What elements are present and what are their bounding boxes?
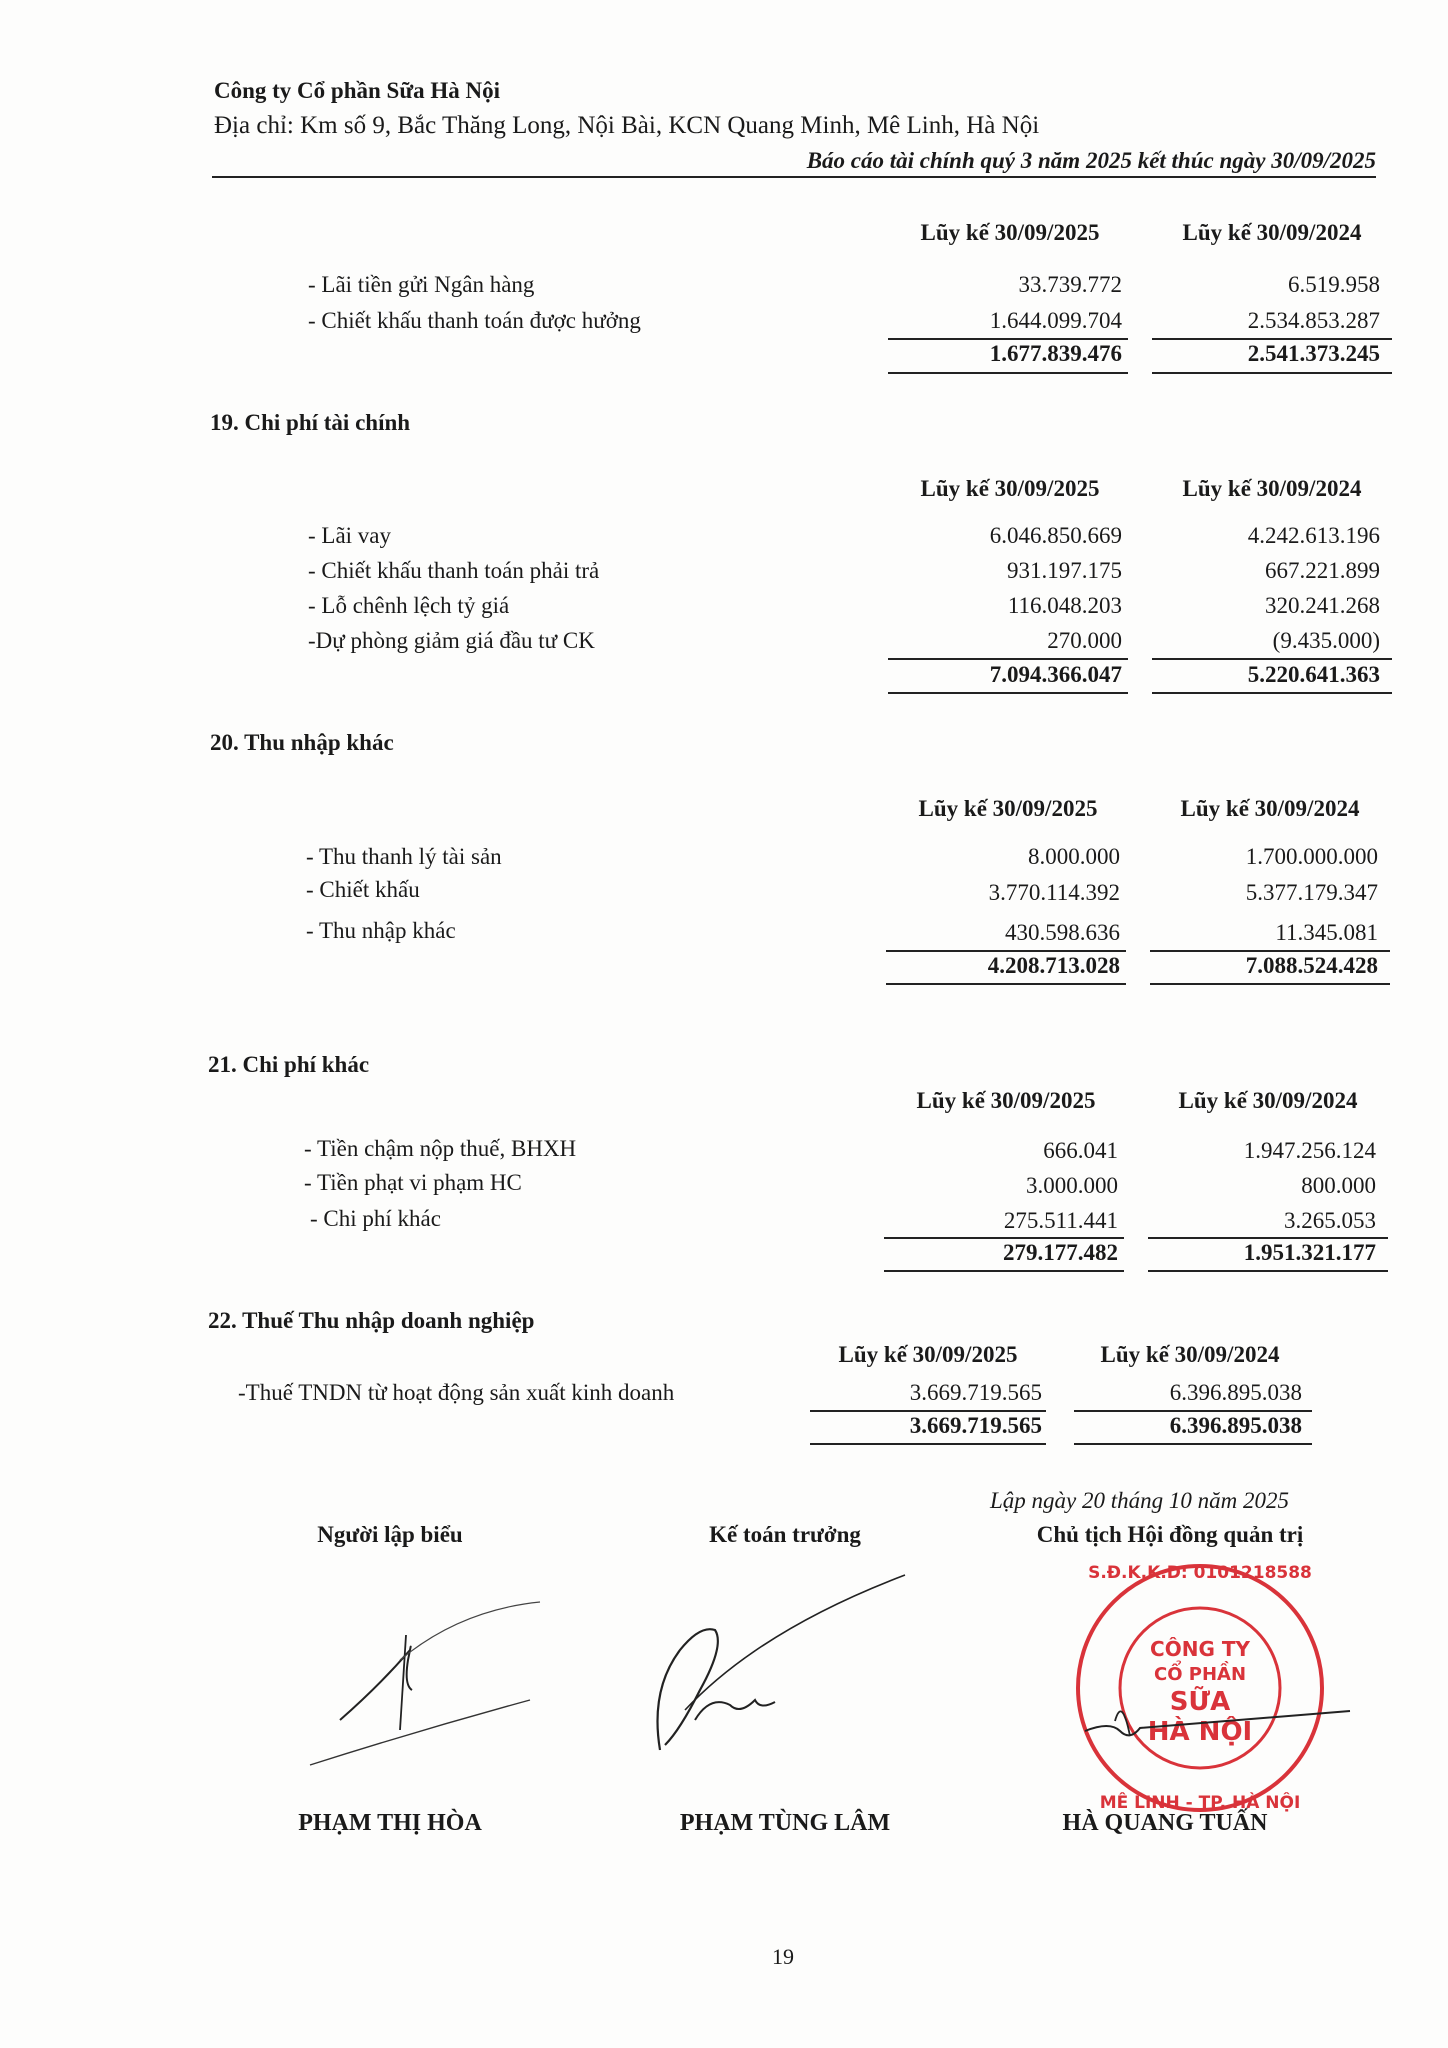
total-rule (884, 1270, 1124, 1272)
total-rule (888, 338, 1128, 340)
table-cell-2025: 3.000.000 (1026, 1173, 1118, 1198)
table-cell-2025: 8.000.000 (1028, 844, 1120, 869)
table-cell-2024: 4.242.613.196 (1247, 523, 1380, 548)
table-cell-2025: 3.669.719.565 (909, 1380, 1042, 1405)
table-cell-2024: 1.700.000.000 (1245, 844, 1378, 869)
total-2024: 2.541.373.245 (1247, 341, 1380, 366)
column-header-2024: Lũy kế 30/09/2024 (1182, 220, 1362, 245)
seal-line-3: SỮA (1169, 1687, 1231, 1717)
section-title: 19. Chi phí tài chính (210, 410, 411, 435)
table-row-label: - Thu nhập khác (306, 918, 456, 943)
total-2025: 279.177.482 (1003, 1240, 1118, 1265)
total-rule (810, 1443, 1046, 1445)
column-header-2024: Lũy kế 30/09/2024 (1178, 1088, 1358, 1113)
preparer-name: PHẠM THỊ HÒA (298, 1810, 482, 1836)
total-rule (888, 372, 1128, 374)
table-cell-2024: 3.265.053 (1284, 1208, 1376, 1233)
table-cell-2025: 666.041 (1043, 1138, 1118, 1163)
table-cell-2025: 33.739.772 (1018, 272, 1122, 297)
column-header-2025: Lũy kế 30/09/2025 (920, 220, 1100, 245)
total-rule (1152, 658, 1392, 660)
total-rule (1150, 983, 1390, 985)
total-rule (1148, 1270, 1388, 1272)
table-cell-2024: 1.947.256.124 (1243, 1138, 1376, 1163)
preparer-signature (300, 1590, 560, 1790)
table-row-label: - Chiết khấu thanh toán được hưởng (308, 308, 641, 333)
total-2025: 7.094.366.047 (989, 662, 1122, 687)
total-rule (888, 692, 1128, 694)
total-rule (1148, 1237, 1388, 1239)
table-cell-2024: 5.377.179.347 (1245, 880, 1378, 905)
table-cell-2024: (9.435.000) (1272, 628, 1380, 653)
table-cell-2024: 2.534.853.287 (1247, 308, 1380, 333)
column-header-2025: Lũy kế 30/09/2025 (918, 796, 1098, 821)
table-row-label: -Thuế TNDN từ hoạt động sản xuất kinh doanh (238, 1380, 675, 1405)
table-row-label: - Lãi vay (308, 523, 392, 548)
total-rule (886, 950, 1126, 952)
table-row-label: - Chi phí khác (310, 1206, 441, 1231)
table-cell-2024: 11.345.081 (1275, 920, 1378, 945)
accountant-name: PHẠM TÙNG LÂM (679, 1810, 891, 1836)
total-rule (886, 983, 1126, 985)
column-header-2024: Lũy kế 30/09/2024 (1182, 476, 1362, 501)
accountant-title: Kế toán trưởng (709, 1522, 861, 1547)
table-cell-2025: 270.000 (1047, 628, 1122, 653)
svg-text:S.Đ.K.K.D: 0101218588: S.Đ.K.K.D: 0101218588 (1088, 1563, 1312, 1583)
company-address: Địa chỉ: Km số 9, Bắc Thăng Long, Nội Bài, KCN Quang Minh, Mê Linh, Hà Nội (214, 112, 1040, 139)
total-rule (1152, 338, 1392, 340)
table-row-label: - Lãi tiền gửi Ngân hàng (308, 272, 535, 297)
company-name: Công ty Cổ phần Sữa Hà Nội (214, 78, 501, 103)
total-2024: 1.951.321.177 (1243, 1240, 1376, 1265)
chairman-title: Chủ tịch Hội đồng quản trị (1036, 1522, 1304, 1547)
total-rule (1074, 1410, 1312, 1412)
total-rule (1152, 372, 1392, 374)
total-rule (1150, 950, 1390, 952)
total-2025: 3.669.719.565 (909, 1413, 1042, 1438)
total-rule (810, 1410, 1046, 1412)
total-rule (888, 658, 1128, 660)
total-rule (1074, 1443, 1312, 1445)
column-header-2024: Lũy kế 30/09/2024 (1100, 1342, 1280, 1367)
table-row-label: - Chiết khấu thanh toán phải trả (308, 558, 600, 583)
table-cell-2024: 667.221.899 (1265, 558, 1380, 583)
seal-line-1: CÔNG TY (1150, 1637, 1250, 1661)
section-title: 22. Thuế Thu nhập doanh nghiệp (208, 1308, 535, 1333)
table-row-label: - Lỗ chênh lệch tỷ giá (308, 593, 510, 618)
header-rule (212, 176, 1376, 178)
accountant-signature (640, 1570, 920, 1770)
table-cell-2025: 3.770.114.392 (988, 880, 1120, 905)
company-seal (1060, 1556, 1360, 1826)
total-2025: 4.208.713.028 (987, 953, 1120, 978)
svg-text:MÊ LINH - TP. HÀ NỘI: MÊ LINH - TP. HÀ NỘI (1099, 1793, 1301, 1813)
table-cell-2025: 931.197.175 (1007, 558, 1122, 583)
table-cell-2024: 6.396.895.038 (1169, 1380, 1302, 1405)
table-row-label: -Dự phòng giảm giá đầu tư CK (308, 628, 595, 653)
report-period: Báo cáo tài chính quý 3 năm 2025 kết thúc ngày 30/09/2025 (806, 148, 1376, 173)
total-rule (1152, 692, 1392, 694)
table-row-label: - Tiền phạt vi phạm HC (304, 1170, 522, 1195)
table-cell-2025: 1.644.099.704 (989, 308, 1122, 333)
total-2024: 6.396.895.038 (1169, 1413, 1302, 1438)
total-2024: 5.220.641.363 (1247, 662, 1380, 687)
column-header-2024: Lũy kế 30/09/2024 (1180, 796, 1360, 821)
table-cell-2024: 320.241.268 (1265, 593, 1380, 618)
table-row-label: - Thu thanh lý tài sản (306, 844, 502, 869)
table-cell-2025: 275.511.441 (1003, 1208, 1118, 1233)
total-rule (884, 1237, 1124, 1239)
seal-line-4: HÀ NỘI (1147, 1717, 1253, 1747)
table-cell-2024: 800.000 (1301, 1173, 1376, 1198)
total-2024: 7.088.524.428 (1245, 953, 1378, 978)
table-cell-2025: 430.598.636 (1005, 920, 1120, 945)
signing-date: Lập ngày 20 tháng 10 năm 2025 (990, 1488, 1289, 1513)
table-cell-2024: 6.519.958 (1288, 272, 1380, 297)
page-number: 19 (772, 1944, 794, 1969)
table-cell-2025: 116.048.203 (1007, 593, 1122, 618)
section-title: 20. Thu nhập khác (210, 730, 394, 755)
seal-line-2: CỔ PHẦN (1153, 1664, 1247, 1685)
table-row-label: - Chiết khấu (306, 877, 420, 902)
total-2025: 1.677.839.476 (989, 341, 1122, 366)
column-header-2025: Lũy kế 30/09/2025 (920, 476, 1100, 501)
table-cell-2025: 6.046.850.669 (989, 523, 1122, 548)
column-header-2025: Lũy kế 30/09/2025 (916, 1088, 1096, 1113)
column-header-2025: Lũy kế 30/09/2025 (838, 1342, 1018, 1367)
chairman-name: HÀ QUANG TUẤN (1062, 1810, 1268, 1836)
preparer-title: Người lập biểu (317, 1522, 463, 1547)
section-title: 21. Chi phí khác (208, 1052, 370, 1077)
table-row-label: - Tiền chậm nộp thuế, BHXH (304, 1136, 577, 1161)
